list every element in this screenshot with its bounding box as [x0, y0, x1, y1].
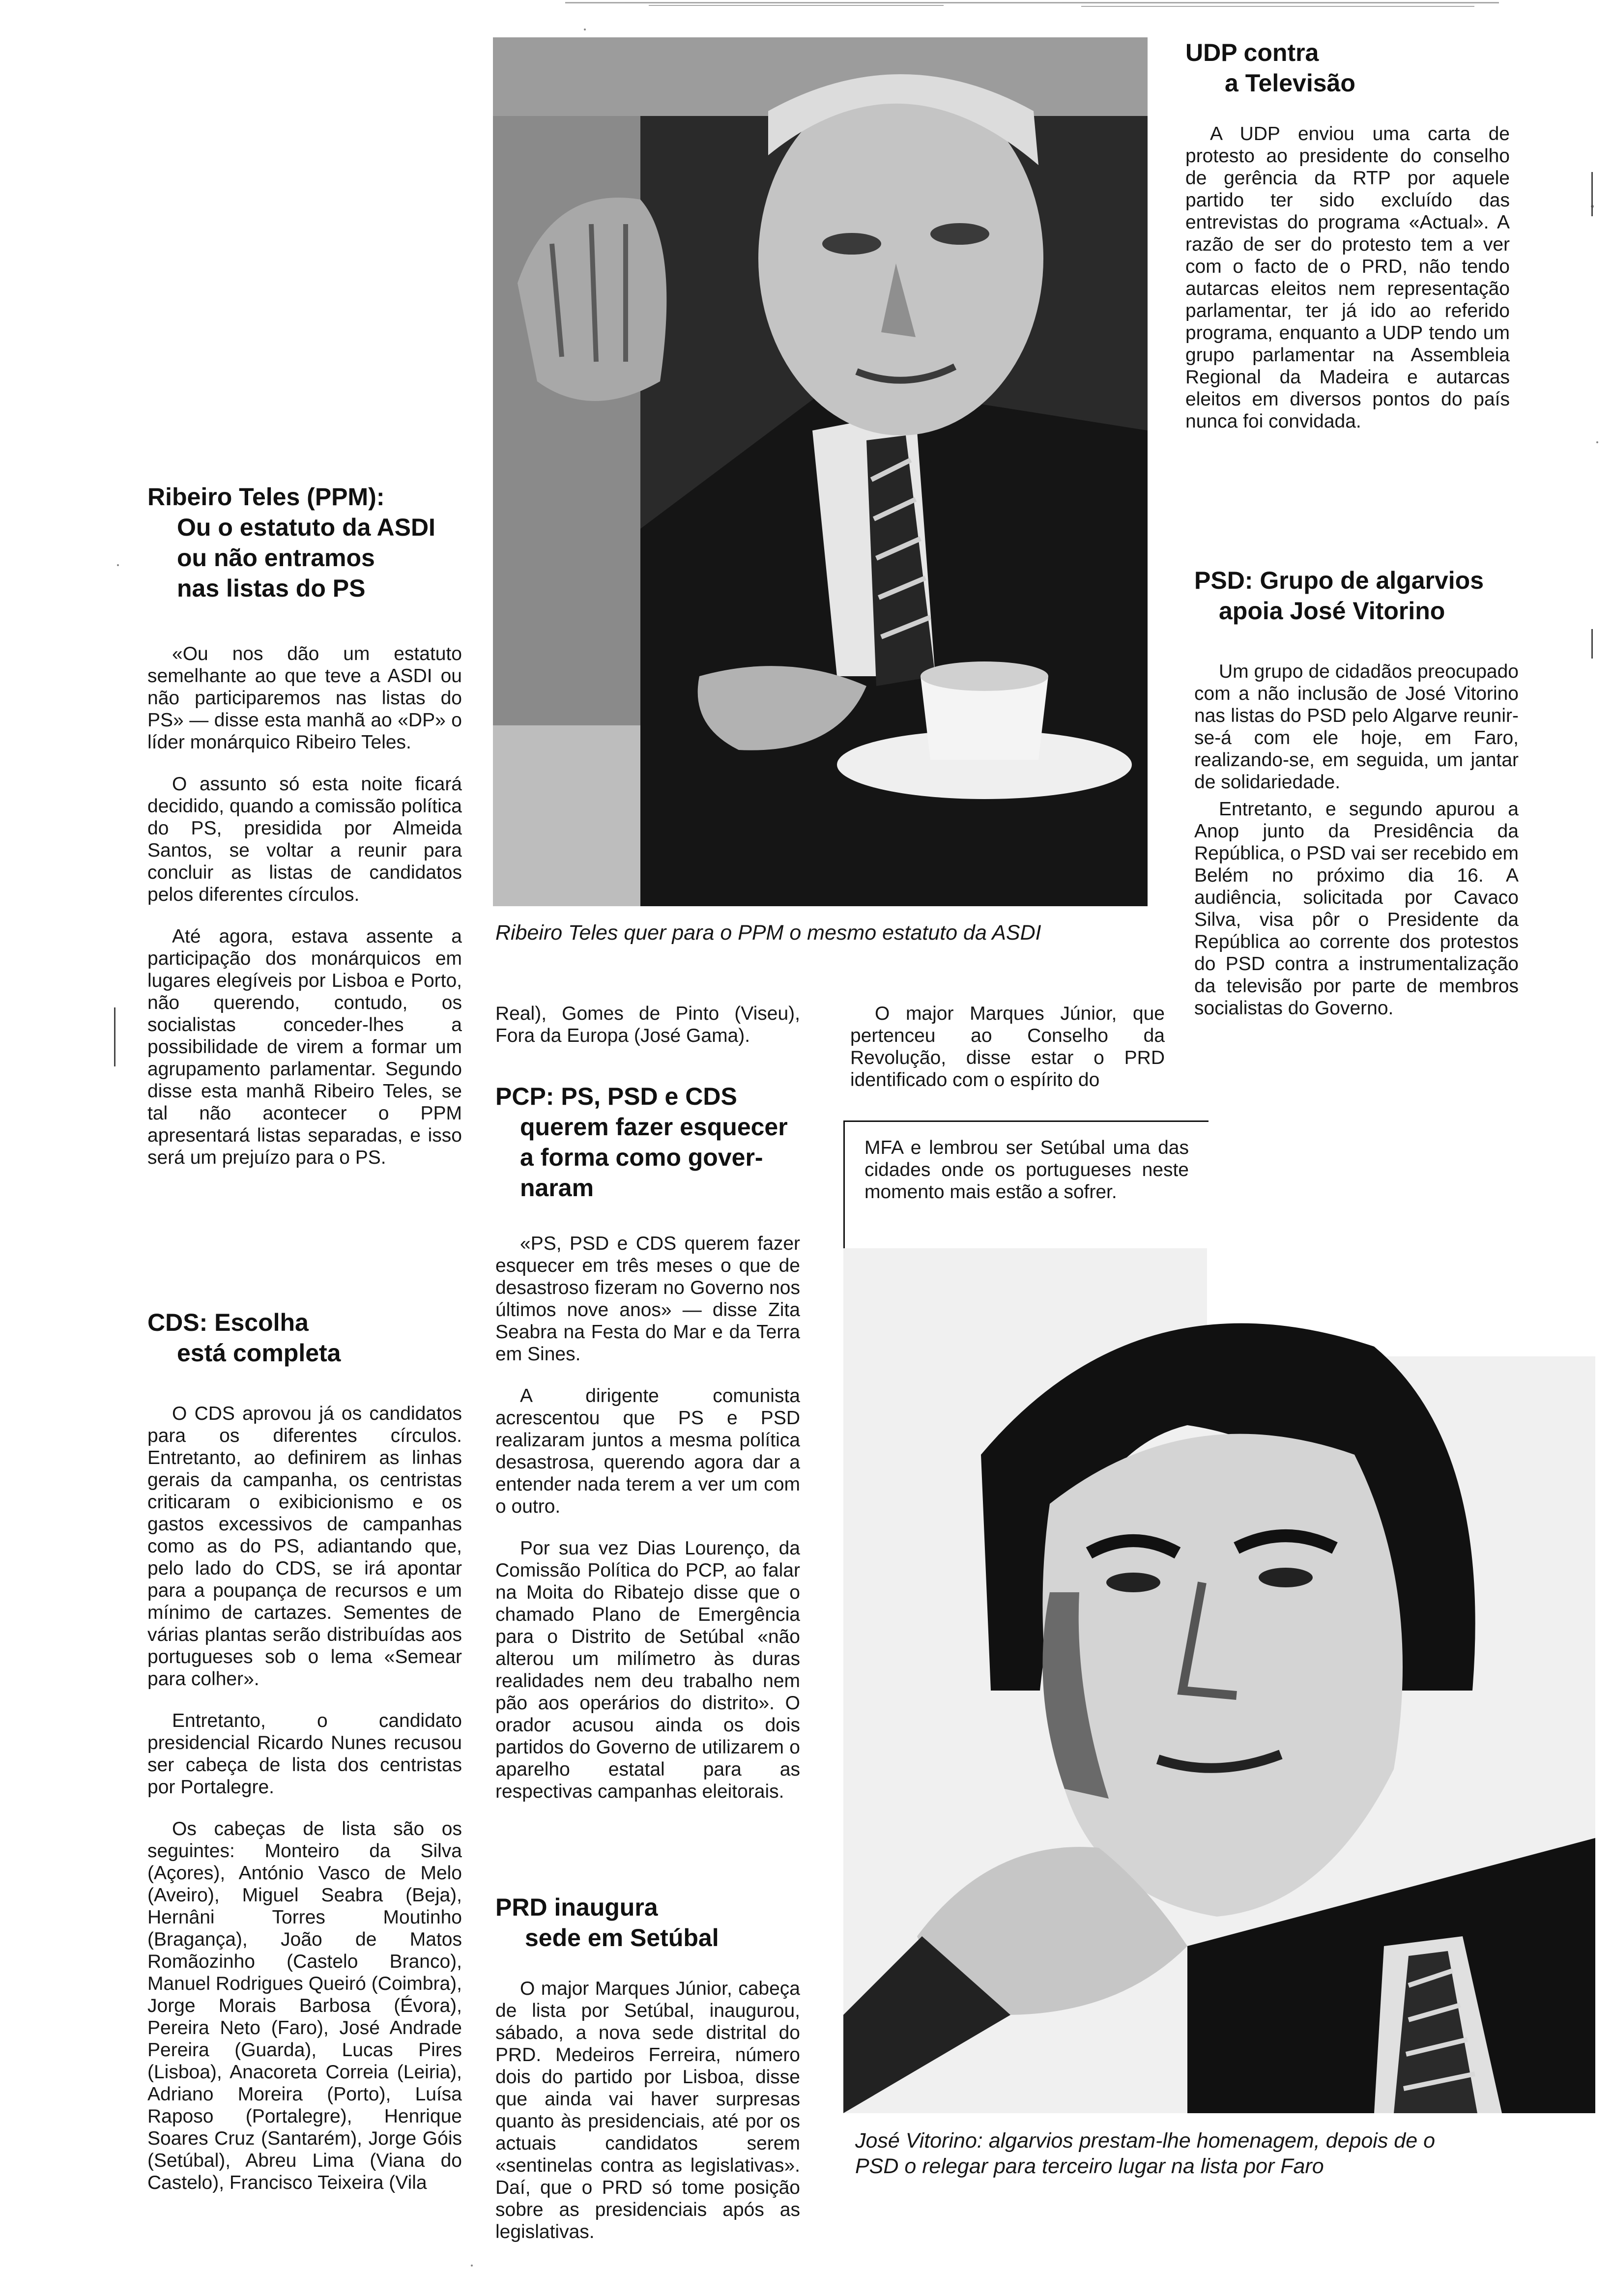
paragraph: Por sua vez Dias Lourenço, da Comissão Política do PCP, ao falar na Moita do Ribatejo disse que o chamado Plano de Emergência para o Distrito de Setúbal «não alterou um milímetro às duras realidades nem deu trabalho nem pão aos operários do distrito». O orador acusou ainda os dois partidos do Governo de utilizarem o aparelho estatal para as respectivas campanhas eleitorais. — [495, 1538, 800, 1802]
paragraph: Até agora, estava assente a participação dos monárquicos em lugares elegíveis por Lisboa e Porto, não querendo, contudo, os socialistas conceder-lhes a possibilidade de virem a formar um agrupamento parlamentar. Segundo disse esta manhã Ribeiro Teles, se tal não acontecer o PPM apresentará listas separadas, e isso será um prejuízo para o PS. — [147, 926, 462, 1168]
headline-line: apoia José Vitorino — [1219, 597, 1445, 625]
body-psd — [1194, 660, 1519, 1019]
cds-continuation — [495, 1003, 800, 1066]
paragraph: A UDP enviou uma carta de protesto ao presidente do conselho de gerência da RTP por aquele partido ter sido excluído das entrevistas do programa «Actual». A razão de ser do protesto tem a ver com o facto de o PRD, não tendo autarcas eleitos nem representação parlamentar, ter já ido ao referido programa, enquanto a UDP tendo um grupo parlamentar na Assembleia Regional da Madeira e autarcas eleitos em diversos pontos do país nunca foi convidada. — [1185, 123, 1510, 432]
paragraph: Um grupo de cidadãos preocupado com a não inclusão de José Vitorino nas listas do PSD pelo Algarve reunir-se-á com ele hoje, em Faro, realizando-se, em seguida, um jantar de solidariedade. — [1194, 661, 1519, 793]
headline-line: Ribeiro Teles (PPM): — [147, 483, 385, 511]
headline-line: querem fazer esquecer — [520, 1113, 788, 1141]
body-ribeiro-teles — [147, 643, 462, 1169]
paragraph: «PS, PSD e CDS querem fazer esquecer em três meses o que de desastroso fizeram no Governo nos últimos nove anos» — disse Zita Seabra na Festa do Mar e da Terra em Sines. — [495, 1233, 800, 1365]
body-cds — [147, 1403, 462, 2194]
headline-pcp — [495, 1081, 800, 1203]
headline-line: UDP contra — [1185, 39, 1319, 66]
paragraph: O assunto só esta noite ficará decidido, quando a comissão política do PS, presidida por Almeida Santos, se voltar a reunir para concluir as listas de candidatos pelos diferentes círculos. — [147, 774, 462, 905]
headline-ribeiro-teles — [147, 482, 462, 603]
article-psd — [1194, 565, 1519, 1039]
paragraph: O major Marques Júnior, que pertenceu ao Conselho da Revolução, disse estar o PRD identificado com o espírito do — [850, 1003, 1165, 1091]
headline-udp — [1185, 37, 1510, 98]
article-cds — [147, 1307, 462, 2213]
headline-cds — [147, 1307, 462, 1368]
paragraph: Os cabeças de lista são os seguintes: Monteiro da Silva (Açores), António Vasco de Melo (Aveiro), Miguel Seabra (Beja), Hernâni Torres Moutinho (Bragança), João de Matos Romãozinho (Castelo Branco), Manuel Rodrigues Queiró (Coimbra), Jorge Morais Barbosa (Évora), Pereira Neto (Faro), José Andrade Pereira (Guarda), Lucas Pires (Lisboa), Anacoreta Correia (Leiria), Adriano Moreira (Porto), Luísa Raposo (Portalegre), Henrique Soares Cruz (Santarém), Jorge Góis (Setúbal), Abreu Lima (Viana do Castelo), Francisco Teixeira (Vila — [147, 1818, 462, 2193]
paragraph: «Ou nos dão um estatuto semelhante ao que teve a ASDI ou não participaremos nas listas do PS» — disse esta manhã ao «DP» o líder monárquico Ribeiro Teles. — [147, 643, 462, 753]
marques-junior-box — [843, 1120, 1209, 1255]
headline-line: PRD inaugura — [495, 1894, 658, 1921]
ribeiro-photo-caption: Ribeiro Teles quer para o PPM o mesmo estatuto da ASDI — [495, 921, 1041, 945]
paragraph: Real), Gomes de Pinto (Viseu), Fora da Europa (José Gama). — [495, 1003, 800, 1046]
body-prd — [495, 1978, 800, 2243]
headline-line: PSD: Grupo de algarvios — [1194, 567, 1484, 594]
headline-line: CDS: Escolha — [147, 1309, 309, 1336]
headline-line: sede em Setúbal — [525, 1924, 719, 1952]
vitorino-photo-caption: José Vitorino: algarvios prestam-lhe homenagem, depois de o PSD o relegar para terceiro lugar na lista por Faro — [855, 2129, 1435, 2178]
headline-prd — [495, 1892, 800, 1953]
jose-vitorino-photo — [843, 1248, 1595, 2113]
headline-line: Ou o estatuto da ASDI — [177, 514, 435, 541]
headline-line: ou não entramos — [177, 544, 375, 572]
ribeiro-teles-photo-art — [493, 37, 1148, 906]
paragraph: O major Marques Júnior, cabeça de lista por Setúbal, inaugurou, sábado, a nova sede distrital do PRD. Medeiros Ferreira, número dois do partido por Lisboa, disse que ainda vai haver surpresas quanto às presidenciais, até por os actuais candidatos serem «sentinelas contra as legislativas». Daí, que o PRD só tome posição sobre as presidenciais após as legislativas. — [495, 1978, 800, 2242]
ribeiro-teles-photo — [493, 37, 1148, 906]
headline-psd — [1194, 565, 1519, 626]
paragraph: Entretanto, o candidato presidencial Ricardo Nunes recusou ser cabeça de lista dos centristas por Portalegre. — [147, 1710, 462, 1798]
body-udp — [1185, 123, 1510, 432]
body-pcp — [495, 1233, 800, 1803]
paragraph: MFA e lembrou ser Setúbal uma das cidades onde os portugueses neste momento mais estão a sofrer. — [864, 1137, 1189, 1203]
paragraph: O CDS aprovou já os candidatos para os diferentes círculos. Entretanto, ao definirem as linhas gerais da campanha, os centristas criticaram o exibicionismo e os gastos excessivos de campanhas como as do PS, adiantando que, pelo lado do CDS, se irá apontar para a poupança de recursos e um mínimo de cartazes. Sementes de várias plantas serão distribuídas aos portugueses sob o lema «Semear para colher». — [147, 1403, 462, 1690]
marques-junior-text — [850, 1003, 1165, 1111]
paragraph: A dirigente comunista acrescentou que PS e PSD realizaram juntos a mesma política desastrosa, querendo agora dar a entender nada terem a ver um com o outro. — [495, 1385, 800, 1517]
headline-line: a Televisão — [1225, 69, 1355, 97]
headline-line: PCP: PS, PSD e CDS — [495, 1083, 737, 1110]
jose-vitorino-photo-art — [843, 1248, 1595, 2113]
article-ribeiro-teles — [147, 482, 462, 1188]
headline-line: a forma como gover- — [520, 1144, 763, 1171]
article-prd — [495, 1892, 800, 2263]
paragraph: Entretanto, e segundo apurou a Anop junto da Presidência da República, o PSD vai ser recebido em Belém no próximo dia 16. A audiência, solicitada por Cavaco Silva, visa pôr o Presidente da República ao corrente dos protestos do PSD contra a instrumentalização da televisão por parte de membros socialistas do Governo. — [1194, 799, 1519, 1019]
article-udp — [1185, 37, 1510, 452]
headline-line: naram — [520, 1174, 594, 1202]
headline-line: nas listas do PS — [177, 574, 366, 602]
article-pcp — [495, 1081, 800, 1822]
headline-line: está completa — [177, 1339, 341, 1367]
